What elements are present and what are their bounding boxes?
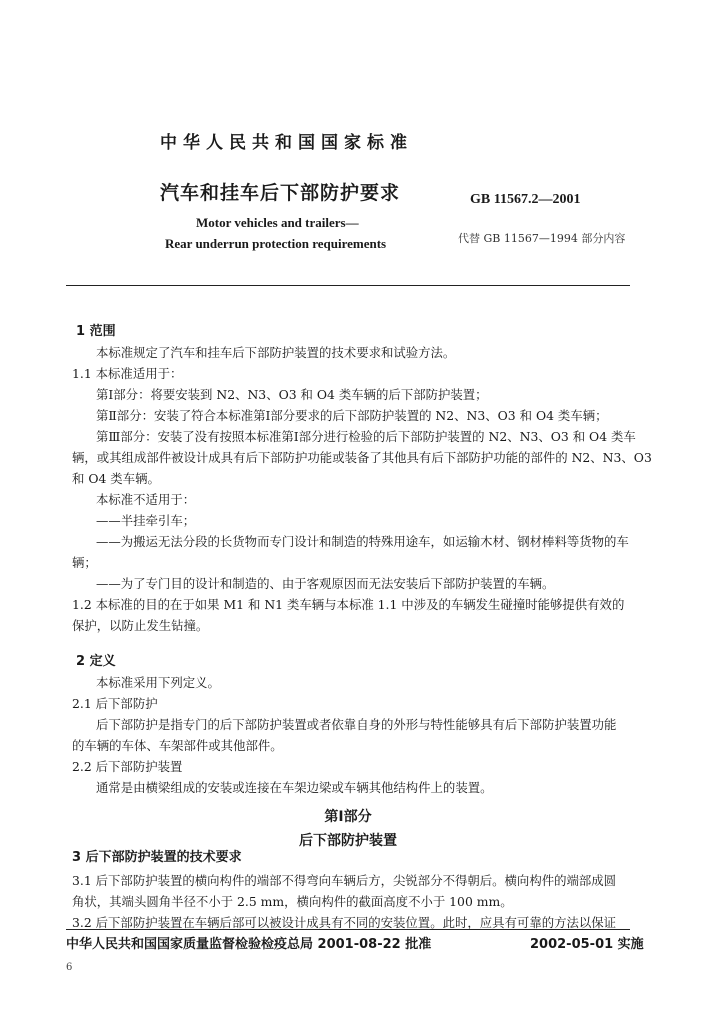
replaces-note: 代替 GB 11567—1994 部分内容 [458,232,626,245]
paragraph: 辆，或其组成部件被设计成具有后下部防护功能或装备了其他具有后下部防护功能的部件的 N2、N3、O3 [72,450,652,465]
standard-number: GB 11567.2—2001 [470,192,581,207]
paragraph: 后下部防护是指专门的后下部防护装置或者依靠自身的外形与特性能够具有后下部防护装置功能 [96,717,617,732]
clause-2-2-heading: 2.2 后下部防护装置 [72,759,183,774]
clause-1-2: 1.2 本标准的目的在于如果 M1 和 N1 类车辆与本标准 1.1 中涉及的车辆发生碰撞时能够提供有效的 [72,597,625,612]
clause-3-2: 3.2 后下部防护装置在车辆后部可以被设计成具有不同的安装位置。此时，应具有可靠的方法以保证 [72,915,617,930]
document-title-en-line2: Rear underrun protection requirements [165,236,387,251]
document-title-cn: 汽车和挂车后下部防护要求 [160,182,401,204]
paragraph: 的车辆的车体、车架部件或其他部件。 [72,738,283,753]
standard-type-heading: 中华人民共和国国家标准 [160,133,413,153]
paragraph: 角状，其端头圆角半径不小于 2.5 mm，横向构件的截面高度不小于 100 mm。 [72,894,513,909]
approval-line: 中华人民共和国国家质量监督检验检疫总局 2001-08-22 批准 [66,937,432,952]
part-subtitle: 后下部防护装置 [299,833,397,849]
paragraph: 本标准不适用于： [96,492,196,507]
section-1-heading: 1 范围 [76,324,116,339]
paragraph: 第Ⅱ部分：安装了符合本标准第Ⅰ部分要求的后下部防护装置的 N2、N3、O3 和 O4 类车辆； [96,408,608,423]
list-item: ——为搬运无法分段的长货物而专门设计和制造的特殊用途车，如运输木材、钢材棒料等货物的车 [96,534,629,549]
part-title: 第Ⅰ部分 [324,809,372,825]
clause-1-1-heading: 1.1 本标准适用于： [72,366,183,381]
footer-divider [66,929,630,930]
paragraph: 和 O4 类车辆。 [72,471,160,486]
section-3-heading: 3 后下部防护装置的技术要求 [72,850,242,865]
paragraph: 第Ⅰ部分：将要安装到 N2、N3、O3 和 O4 类车辆的后下部防护装置； [96,387,488,402]
list-item: ——半挂牵引车； [96,513,196,528]
paragraph: 第Ⅲ部分：安装了没有按照本标准第Ⅰ部分进行检验的后下部防护装置的 N2、N3、O3 和 O4 类车 [96,429,636,444]
header-divider [66,285,630,286]
document-title-en-line1: Motor vehicles and trailers— [196,215,359,230]
paragraph: 本标准采用下列定义。 [96,675,220,690]
list-item: 辆； [72,555,97,570]
section-2-heading: 2 定义 [76,654,116,669]
effective-date: 2002-05-01 实施 [530,937,644,952]
clause-2-1-heading: 2.1 后下部防护 [72,696,158,711]
page-number: 6 [66,962,73,973]
list-item: ——为了专门目的设计和制造的、由于客观原因而无法安装后下部防护装置的车辆。 [96,576,555,591]
paragraph: 本标准规定了汽车和挂车后下部防护装置的技术要求和试验方法。 [96,345,456,360]
clause-3-1: 3.1 后下部防护装置的横向构件的端部不得弯向车辆后方，尖锐部分不得朝后。横向构件的端部成圆 [72,873,617,888]
paragraph: 保护，以防止发生钻撞。 [72,618,209,633]
paragraph: 通常是由横梁组成的安装或连接在车架边梁或车辆其他结构件上的装置。 [96,780,493,795]
